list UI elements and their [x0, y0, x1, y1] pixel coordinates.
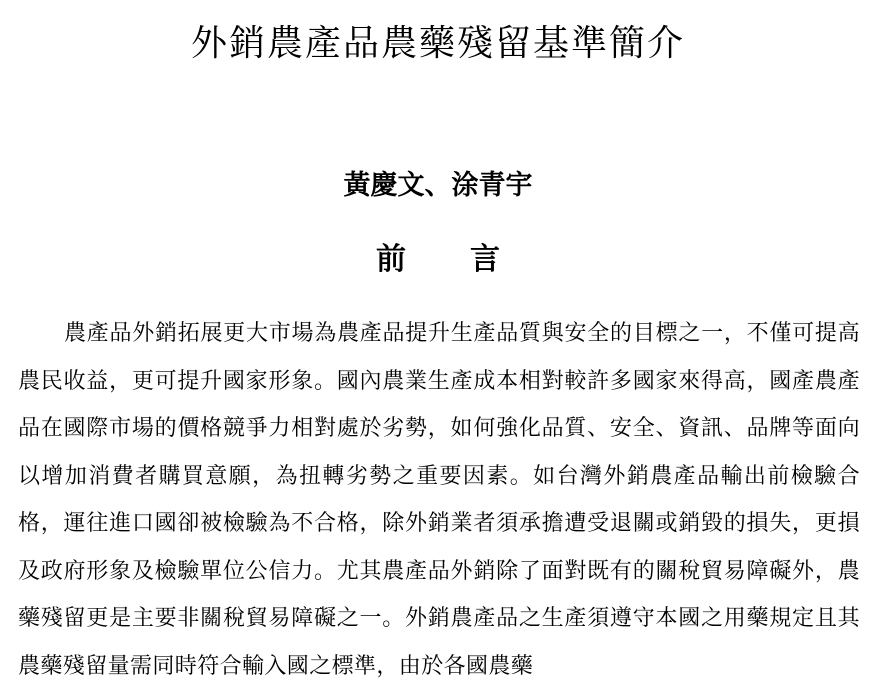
paper-title: 外銷農產品農藥殘留基準簡介 [190, 23, 685, 64]
body-paragraph: 農產品外銷拓展更大市場為農產品提升生產品質與安全的目標之一，不僅可提高農民收益，更可提升國家形象。國內農業生產成本相對較許多國家來得高，國產農產品在國際市場的價格競爭力相對處於劣勢，如何強化品質、安全、資訊、品牌等面向以增加消費者購買意願，為扭轉劣勢之重要因素。如台灣外銷農產品輸出前檢驗合格，運往進口國卻被檢驗為不合格，除外銷業者須承擔遭受退關或銷毀的損失，更損及政府形象及檢驗單位公信力。尤其農產品外銷除了面對既有的關稅貿易障礙外，農藥殘留更是主要非關稅貿易障礙之一。外銷農產品之生產須遵守本國之用藥規定且其農藥殘留量需同時符合輸入國之標準，由於各國農藥 [18, 321, 860, 679]
section-heading [0, 238, 876, 282]
author-list: 黃慶文、涂青宇 [343, 170, 533, 201]
section-heading-char-2: 言 [470, 242, 500, 277]
section-heading-char-1: 前 [376, 242, 406, 277]
